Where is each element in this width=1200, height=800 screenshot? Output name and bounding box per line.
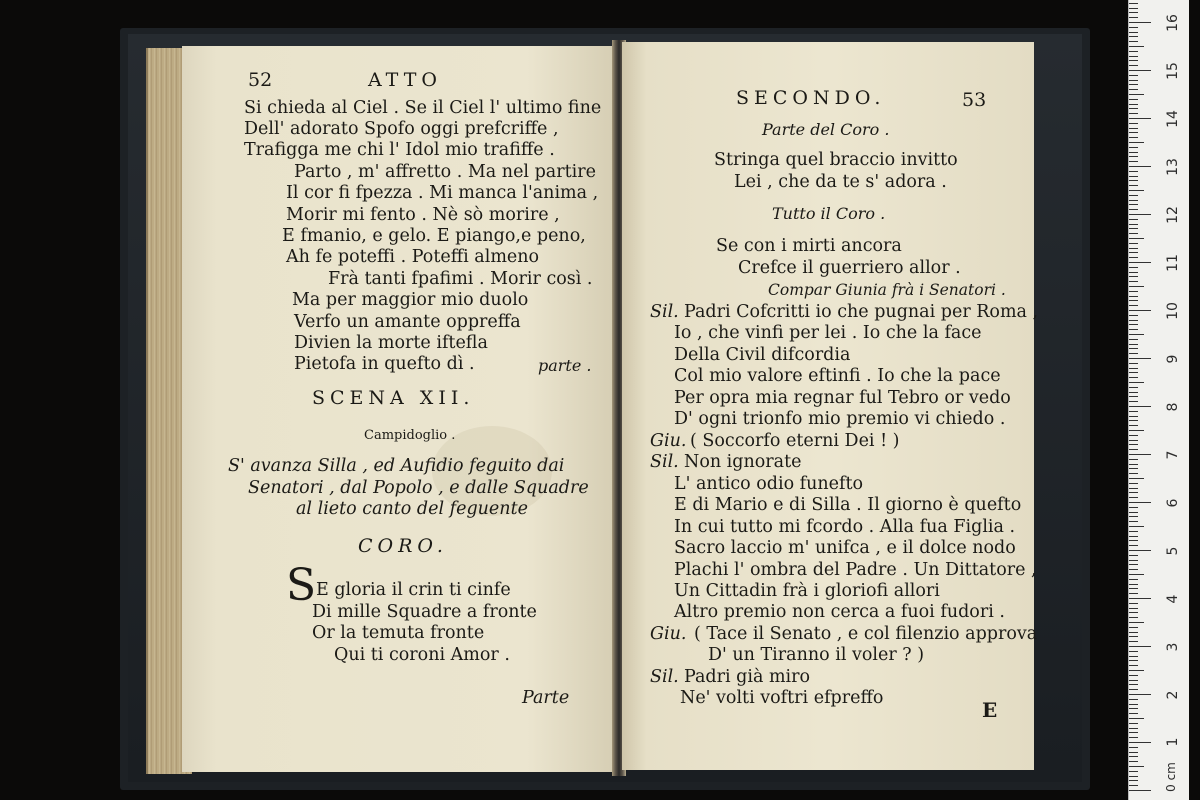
ruler-tick [1129, 574, 1144, 575]
stage-direction-line: S' avanza Silla , ed Aufidio feguito dai [228, 456, 565, 476]
ruler-tick [1129, 32, 1138, 33]
scene-location: Campidoglio . [364, 428, 456, 443]
stage-direction-line: Senatori , dal Popolo , e dalle Squadre [248, 478, 589, 498]
ruler-number: 1 [1165, 737, 1181, 747]
running-head-left: ATTO [368, 69, 442, 91]
ruler-tick [1129, 41, 1138, 42]
ruler-tick [1129, 483, 1138, 484]
ruler-tick [1129, 430, 1144, 431]
ruler-tick [1129, 382, 1144, 383]
dialogue-line: Padri Cofcritti io che pugnai per Roma , [684, 302, 1039, 322]
ruler-tick [1129, 545, 1138, 546]
ruler-tick [1129, 36, 1138, 37]
verse-line: Frà tanti fpafimi . Morir così . [328, 269, 593, 289]
ruler-tick [1129, 70, 1151, 71]
verse-line: Si chieda al Ciel . Se il Ciel l' ultimo fine [244, 98, 602, 118]
ruler-tick [1129, 104, 1138, 105]
dialogue-line: Ne' volti voftri efpreffo [680, 688, 884, 708]
ruler-tick [1129, 310, 1151, 311]
ruler-tick [1129, 651, 1138, 652]
page-number-left: 52 [248, 69, 273, 91]
ruler-tick [1129, 411, 1138, 412]
chorus-line: Di mille Squadre a fronte [312, 602, 537, 622]
ruler-tick [1129, 358, 1151, 359]
ruler-tick [1129, 233, 1138, 234]
dialogue-line: Non ignorate [684, 452, 802, 472]
ruler-number: 9 [1165, 354, 1181, 364]
ruler-tick [1129, 80, 1138, 81]
ruler-tick [1129, 425, 1138, 426]
ruler-tick [1129, 488, 1138, 489]
ruler-tick [1129, 291, 1138, 292]
ruler-tick [1129, 267, 1138, 268]
dialogue-line: D' ogni trionfo mio premio vi chiedo . [674, 409, 1006, 429]
ruler-tick [1129, 185, 1138, 186]
chorus-heading: CORO. [358, 535, 448, 557]
ruler-tick [1129, 776, 1138, 777]
ruler-tick [1129, 204, 1138, 205]
chorus-part-heading: Parte del Coro . [762, 120, 890, 139]
ruler-tick [1129, 238, 1144, 239]
chorus-line: Or la temuta fronte [312, 623, 485, 643]
ruler-tick [1129, 60, 1138, 61]
ruler-tick [1129, 564, 1138, 565]
dialogue-line: Col mio valore eftinfi . Io che la pace [674, 366, 1001, 386]
ruler-tick [1129, 440, 1138, 441]
ruler-tick [1129, 276, 1138, 277]
ruler-number: 15 [1165, 62, 1181, 80]
ruler-tick [1129, 171, 1138, 172]
ruler-tick [1129, 713, 1138, 714]
ruler-tick [1129, 569, 1138, 570]
catchword: Parte [522, 688, 570, 708]
ruler-tick [1129, 46, 1144, 47]
ruler-tick [1129, 224, 1138, 225]
ruler-tick [1129, 99, 1138, 100]
dialogue-line: Sacro laccio m' unifca , e il dolce nodo [674, 538, 1016, 558]
ruler-number: 14 [1165, 110, 1181, 128]
ruler-tick [1129, 766, 1144, 767]
verse-line: Verfo un amante oppreffa [294, 312, 521, 332]
ruler-tick [1129, 444, 1138, 445]
ruler-tick [1129, 387, 1138, 388]
ruler-tick [1129, 262, 1151, 263]
ruler-tick [1129, 3, 1138, 4]
verse-line: Pietofa in quefto dì . [294, 354, 475, 374]
ruler-tick [1129, 670, 1144, 671]
ruler-tick [1129, 219, 1138, 220]
signature-mark: E [982, 698, 998, 722]
ruler-tick [1129, 718, 1144, 719]
ruler-tick [1129, 675, 1138, 676]
verse-line: Lei , che da te s' adora . [734, 172, 947, 192]
ruler-tick [1129, 305, 1138, 306]
verse-line: Stringa quel braccio invitto [714, 150, 958, 170]
ruler-tick [1129, 108, 1138, 109]
ruler-tick [1129, 540, 1138, 541]
ruler-tick [1129, 27, 1138, 28]
ruler-number: 2 [1165, 690, 1181, 700]
dialogue-line: Io , che vinfi per lei . Io che la face [674, 323, 982, 343]
ruler-tick [1129, 603, 1138, 604]
verse-line: Ah fe poteffi . Poteffi almeno [286, 247, 540, 267]
ruler-tick [1129, 17, 1138, 18]
ruler-tick [1129, 315, 1138, 316]
ruler-tick [1129, 512, 1138, 513]
ruler-tick [1129, 209, 1138, 210]
ruler-tick [1129, 339, 1138, 340]
ruler-tick [1129, 449, 1138, 450]
ruler-tick [1129, 142, 1144, 143]
ruler-number: 3 [1165, 642, 1181, 652]
ruler-number: 13 [1165, 158, 1181, 176]
ruler-number: 7 [1165, 450, 1181, 460]
ruler-tick [1129, 377, 1138, 378]
ruler-tick [1129, 420, 1138, 421]
ruler-tick [1129, 478, 1144, 479]
ruler-tick [1129, 761, 1138, 762]
ruler-tick [1129, 296, 1138, 297]
verse-line: Divien la morte iftefla [294, 333, 488, 353]
ruler-number: 10 [1165, 302, 1181, 320]
ruler-tick [1129, 132, 1138, 133]
ruler-tick [1129, 243, 1138, 244]
stage-direction: Compar Giunia frà i Senatori . [768, 281, 1006, 299]
ruler-tick [1129, 123, 1138, 124]
ruler-tick [1129, 65, 1138, 66]
ruler-tick [1129, 300, 1138, 301]
dialogue-line: Plachi l' ombra del Padre . Un Dittatore , [674, 560, 1037, 580]
left-page [182, 46, 614, 772]
verse-line: Dell' adorato Spofo oggi prefcriffe , [244, 119, 559, 139]
ruler-tick [1129, 372, 1138, 373]
drop-cap: S [286, 560, 317, 611]
ruler-tick [1129, 665, 1138, 666]
speaker-label: Sil. [650, 302, 679, 322]
ruler-tick [1129, 195, 1138, 196]
ruler-tick [1129, 780, 1138, 781]
dialogue-line: In cui tutto mi fcordo . Alla fua Figlia . [674, 517, 1016, 537]
ruler-tick [1129, 56, 1138, 57]
ruler-tick [1129, 708, 1138, 709]
dialogue-line: Padri già miro [684, 667, 811, 687]
ruler-tick [1129, 680, 1138, 681]
dialogue-line: E di Mario e di Silla . Il giorno è quefto [674, 495, 1022, 515]
ruler-tick [1129, 435, 1138, 436]
dialogue-line: ( Soccorfo eterni Dei ! ) [690, 431, 900, 451]
ruler-tick [1129, 392, 1138, 393]
ruler-tick [1129, 756, 1138, 757]
ruler-tick [1129, 473, 1138, 474]
ruler-tick [1129, 555, 1138, 556]
running-head-right: SECONDO. [736, 87, 886, 109]
dialogue-line: Un Cittadin frà i gloriofi allori [674, 581, 940, 601]
chorus-line: E gloria il crin ti cinfe [316, 580, 511, 600]
dialogue-line: L' antico odio funefto [674, 474, 864, 494]
scene-heading: SCENA XII. [312, 387, 475, 409]
stage-direction-line: al lieto canto del feguente [296, 499, 528, 519]
ruler-tick [1129, 464, 1138, 465]
exit-direction: parte . [538, 356, 592, 375]
ruler-number: 12 [1165, 206, 1181, 224]
ruler-tick [1129, 627, 1138, 628]
verse-line: Parto , m' affretto . Ma nel partire [294, 162, 596, 182]
ruler-tick [1129, 704, 1138, 705]
ruler-tick [1129, 689, 1138, 690]
right-page [622, 42, 1039, 770]
ruler-tick [1129, 507, 1138, 508]
ruler-number: 16 [1165, 14, 1181, 32]
ruler-tick [1129, 401, 1138, 402]
ruler-tick [1129, 75, 1138, 76]
speaker-label: Giu. [650, 624, 687, 644]
ruler-tick [1129, 560, 1138, 561]
ruler-tick [1129, 320, 1138, 321]
ruler-tick [1129, 147, 1138, 148]
ruler-tick [1129, 118, 1151, 119]
ruler-tick [1129, 612, 1138, 613]
ruler-tick [1129, 281, 1138, 282]
ruler-tick [1129, 363, 1138, 364]
ruler-tick [1129, 152, 1138, 153]
ruler-tick [1129, 161, 1138, 162]
ruler-tick [1129, 468, 1138, 469]
ruler-tick [1129, 128, 1138, 129]
dialogue-line: Altro premio non cerca a fuoi fudori . [674, 602, 1005, 622]
verse-line: Morir mi fento . Nè sò morire , [286, 205, 560, 225]
ruler-tick [1129, 454, 1151, 455]
ruler-tick [1129, 84, 1138, 85]
ruler-tick [1129, 646, 1151, 647]
ruler-tick [1129, 8, 1138, 9]
ruler-tick [1129, 742, 1151, 743]
ruler-tick [1129, 334, 1144, 335]
ruler-tick [1129, 272, 1138, 273]
ruler-number: 6 [1165, 498, 1181, 508]
ruler-tick [1129, 156, 1138, 157]
verse-line: Il cor fi fpezza . Mi manca l'anima , [286, 183, 599, 203]
ruler-tick [1129, 492, 1138, 493]
verse-line: E fmanio, e gelo. E piango,e peno, [282, 226, 586, 246]
ruler-tick [1129, 228, 1138, 229]
ruler-tick [1129, 684, 1138, 685]
page-number-right: 53 [962, 89, 987, 111]
ruler-tick [1129, 752, 1138, 753]
ruler-tick [1129, 286, 1144, 287]
speaker-label: Sil. [650, 452, 679, 472]
ruler-tick [1129, 622, 1144, 623]
ruler-tick [1129, 214, 1151, 215]
ruler-tick [1129, 728, 1138, 729]
verse-line: Crefce il guerriero allor . [738, 258, 961, 278]
ruler-tick [1129, 531, 1138, 532]
ruler-tick [1129, 593, 1138, 594]
ruler-tick [1129, 747, 1138, 748]
verse-line: Se con i mirti ancora [716, 236, 902, 256]
ruler-number: 5 [1165, 546, 1181, 556]
ruler-tick [1129, 137, 1138, 138]
ruler-tick [1129, 536, 1138, 537]
speaker-label: Giu. [650, 431, 687, 451]
ruler-tick [1129, 406, 1151, 407]
ruler-tick [1129, 502, 1151, 503]
ruler-tick [1129, 176, 1138, 177]
ruler-tick [1129, 656, 1138, 657]
ruler-tick [1129, 550, 1151, 551]
ruler-tick [1129, 416, 1138, 417]
ruler-tick [1129, 694, 1151, 695]
dialogue-line: Per opra mia regnar ful Tebro or vedo [674, 388, 1011, 408]
ruler-tick [1129, 785, 1138, 786]
ruler-tick [1129, 348, 1138, 349]
ruler-tick [1129, 368, 1138, 369]
ruler-tick [1129, 257, 1138, 258]
ruler-tick [1129, 521, 1138, 522]
ruler-tick [1129, 190, 1144, 191]
speaker-label: Sil. [650, 667, 679, 687]
ruler-tick [1129, 588, 1138, 589]
ruler-number: 11 [1165, 254, 1181, 272]
ruler-tick [1129, 396, 1138, 397]
dialogue-line: Della Civil difcordia [674, 345, 851, 365]
ruler-unit-label: 0 cm [1164, 762, 1178, 792]
ruler-number: 8 [1165, 402, 1181, 412]
ruler-tick [1129, 248, 1138, 249]
ruler-tick [1129, 732, 1138, 733]
ruler-number: 4 [1165, 594, 1181, 604]
chorus-full-heading: Tutto il Coro . [772, 204, 886, 223]
ruler-tick [1129, 94, 1144, 95]
ruler-tick [1129, 344, 1138, 345]
ruler-tick [1129, 12, 1138, 13]
ruler-tick [1129, 608, 1138, 609]
ruler-tick [1129, 632, 1138, 633]
ruler-tick [1129, 22, 1151, 23]
ruler-tick [1129, 584, 1138, 585]
ruler-tick [1129, 166, 1151, 167]
ruler-tick [1129, 180, 1138, 181]
ruler-tick [1129, 459, 1138, 460]
ruler-tick [1129, 598, 1151, 599]
measurement-ruler [1128, 0, 1189, 800]
ruler-tick [1129, 51, 1138, 52]
verse-line: Trafigga me chi l' Idol mio trafiffe . [244, 140, 555, 160]
ruler-tick [1129, 641, 1138, 642]
chorus-line: Qui ti coroni Amor . [334, 645, 510, 665]
ruler-tick [1129, 324, 1138, 325]
dialogue-line: ( Tace il Senato , e col filenzio approva [694, 624, 1038, 644]
ruler-tick [1129, 353, 1138, 354]
ruler-tick [1129, 200, 1138, 201]
ruler-tick [1129, 516, 1138, 517]
ruler-tick [1129, 113, 1138, 114]
ruler-tick [1129, 526, 1144, 527]
dialogue-line: D' un Tiranno il voler ? ) [708, 645, 925, 665]
ruler-tick [1129, 579, 1138, 580]
ruler-tick [1129, 252, 1138, 253]
ruler-tick [1129, 737, 1138, 738]
ruler-tick [1129, 723, 1138, 724]
ruler-tick [1129, 617, 1138, 618]
ruler-tick [1129, 771, 1138, 772]
ruler-tick [1129, 790, 1151, 791]
ruler-tick [1129, 329, 1138, 330]
ruler-tick [1129, 89, 1138, 90]
ruler-tick [1129, 497, 1138, 498]
ruler-tick [1129, 636, 1138, 637]
ruler-tick [1129, 699, 1138, 700]
verse-line: Ma per maggior mio duolo [292, 290, 529, 310]
ruler-tick [1129, 660, 1138, 661]
